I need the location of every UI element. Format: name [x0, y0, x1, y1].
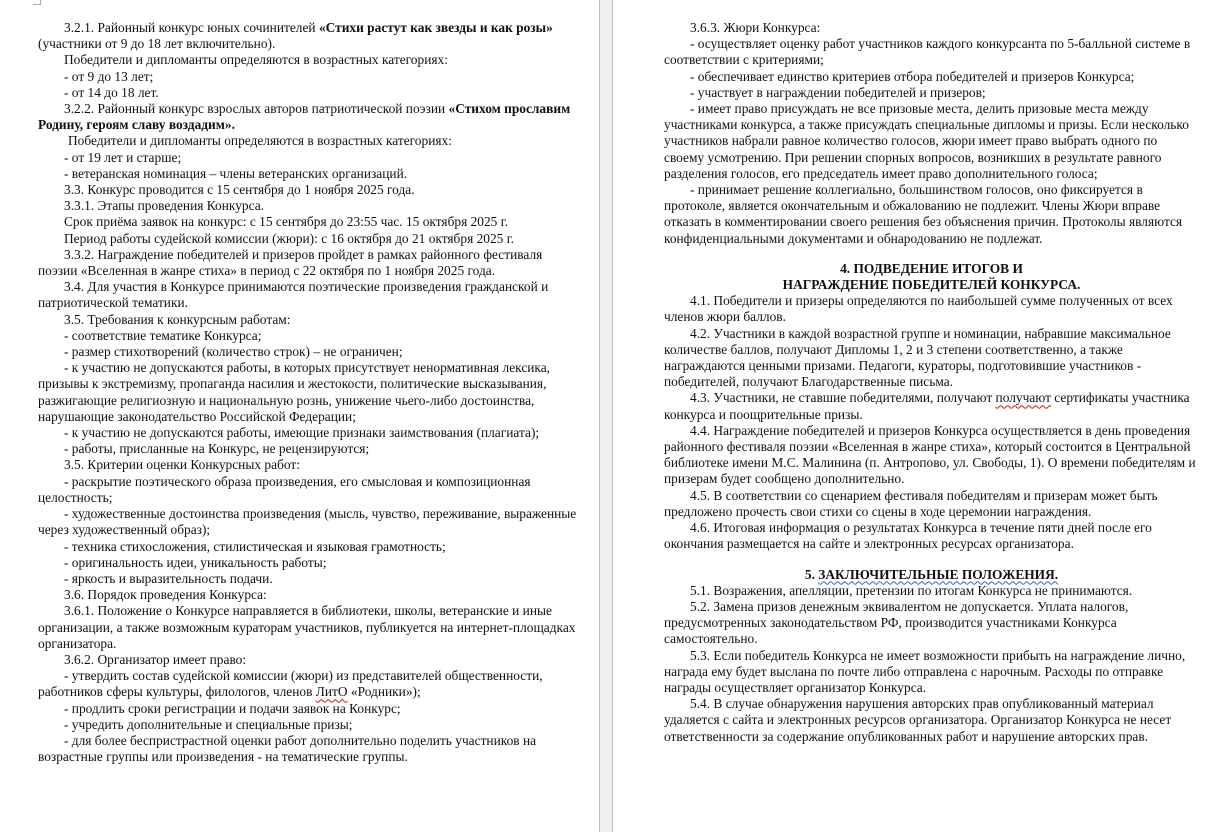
paragraph-3-3-2: 3.3.2. Награждение победителей и призеров пройдет в рамках районного фестиваля поэзии «Вселенная в жанре стиха» в период с 22 октября по 1 ноября 2025 года.: [38, 246, 543, 279]
list-item: - утвердить состав судейской комиссии (жюри) из представителей общественности, работников сферы культуры, филологов, членов ЛитО «Родники»);: [38, 668, 543, 700]
paragraph-3-6: 3.6. Порядок проведения Конкурса:: [64, 587, 267, 603]
paragraph-3-3: 3.3. Конкурс проводится с 15 сентября до 1 ноября 2025 года.: [64, 182, 415, 198]
list-item: - размер стихотворений (количество строк) – не ограничен;: [64, 344, 403, 360]
section-4-heading-line2: НАГРАЖДЕНИЕ ПОБЕДИТЕЛЕЙ КОНКУРСА.: [782, 277, 1081, 293]
spelling-flagged-word[interactable]: получают: [995, 390, 1051, 406]
paragraph-3-5-criteria: 3.5. Критерии оценки Конкурсных работ:: [64, 457, 300, 473]
list-item: - от 14 до 18 лет.: [64, 84, 159, 100]
list-item: - оригинальность идеи, уникальность работы;: [64, 554, 327, 570]
list-item: - учредить дополнительные и специальные призы;: [64, 716, 353, 732]
list-item: - осуществляет оценку работ участников каждого конкурсанта по 5-балльной системе в соответствии с критериями;: [664, 36, 1191, 68]
paragraph-3-6-3: 3.6.3. Жюри Конкурса:: [690, 20, 821, 35]
spelling-flagged-word[interactable]: ЛитО: [315, 684, 348, 700]
paragraph-3-4: 3.4. Для участия в Конкурсе принимаются поэтические произведения гражданской и патриотической тематики.: [38, 279, 549, 311]
list-item: - продлить сроки регистрации и подачи заявок на Конкурс;: [64, 700, 401, 716]
paragraph-3-2-1: 3.2.1. Районный конкурс юных сочинителей «Стихи растут как звезды и как розы» (участники от 9 до 18 лет включительно).: [38, 20, 553, 52]
page-body-left[interactable]: [38, 20, 578, 765]
list-item: - к участию не допускаются работы, в которых присутствует ненормативная лексика, призывы к экстремизму, пропаганда насилия и жестокости, политические высказывания, разжигающие религиозную и национальную рознь, унижение чьего-либо достоинства, нарушающие законодательство Российской Федерации;: [38, 360, 551, 424]
section-4-heading-line1: 4. ПОДВЕДЕНИЕ ИТОГОВ И: [840, 260, 1023, 276]
list-item: - к участию не допускаются работы, имеющие признаки заимствования (плагиата);: [64, 425, 540, 441]
list-item: - художественные достоинства произведения (мысль, чувство, переживание, выраженные через художественный образ);: [38, 506, 577, 538]
paragraph-3-6-1: 3.6.1. Положение о Конкурсе направляется в библиотеки, школы, ветеранские и иные организации, а также возможным кураторам участников, публикуется на интернет-площадках организатора.: [38, 603, 576, 651]
paragraph-3-3-1: 3.3.1. Этапы проведения Конкурса.: [64, 198, 265, 214]
contest-title-bold: «Стихом прославим Родину, героям славу воздадим».: [38, 101, 571, 133]
list-item: - принимает решение коллегиально, большинством голосов, оно фиксируется в протоколе, является окончательным и обжалованию не подлежит. Члены Жюри вправе отказать в комментировании своего решения без объяснения причин. Протоколы являются конфиденциальными документами и обнародованию не подлежат.: [664, 182, 1183, 246]
list-item: - соответствие тематике Конкурса;: [64, 327, 262, 343]
document-page-left[interactable]: [0, 0, 599, 832]
paragraph-3-6-2: 3.6.2. Организатор имеет право:: [64, 651, 247, 667]
paragraph-4-1: 4.1. Победители и призеры определяются по наибольшей сумме полученных от всех членов жюри баллов.: [664, 293, 1173, 325]
list-item: - для более беспристрастной оценки работ дополнительно поделить участников на возрастные группы или произведения - на тематические группы.: [38, 732, 537, 765]
paragraph-4-5: 4.5. В соответствии со сценарием фестиваля победителям и призерам может быть предложено прочесть свои стихи со сцены в ходе церемонии награждения.: [664, 487, 1158, 519]
paragraph-4-2: 4.2. Участники в каждой возрастной группе и номинации, набравшие максимальное количестве баллов, получают Дипломы 1, 2 и 3 степени соответственно, а также награждаются ценными призами. Педагоги, кураторы, подготовившие участников - победителей, получают Благодарственные письма.: [664, 325, 1171, 390]
list-item: - ветеранская номинация – члены ветеранских организаций.: [64, 165, 408, 181]
text-boundary-corner-mark: [33, 0, 41, 5]
list-item: - техника стихосложения, стилистическая и языковая грамотность;: [64, 538, 446, 554]
paragraph: Период работы судейской комиссии (жюри): с 16 октября до 21 октября 2025 г.: [64, 230, 515, 246]
paragraph-5-3: 5.3. Если победитель Конкурса не имеет возможности прибыть на награждение лично, награда ему будет выслана по почте либо отправлена с нарочным. Расходы по отправке награды осуществляет организатор Конкурса.: [664, 647, 1186, 695]
paragraph-5-1: 5.1. Возражения, апелляции, претензии по итогам Конкурса не принимаются.: [690, 582, 1133, 598]
list-item: - от 19 лет и старше;: [64, 149, 182, 165]
paragraph: Победители и дипломанты определяются в возрастных категориях:: [68, 133, 452, 149]
document-page-right[interactable]: [613, 0, 1223, 832]
paragraph-3-5: 3.5. Требования к конкурсным работам:: [64, 311, 291, 327]
list-item: - от 9 до 13 лет;: [64, 68, 154, 84]
section-5-heading: 5. ЗАКЛЮЧИТЕЛЬНЫЕ ПОЛОЖЕНИЯ.: [804, 566, 1059, 582]
paragraph-5-4: 5.4. В случае обнаружения нарушения авторских прав опубликованный материал удаляется с сайта и электронных ресурсов организатора. Организатор Конкурса не несет ответственности за содержание опубликованных работ и нарушение авторских прав.: [664, 696, 1172, 744]
paragraph-4-6: 4.6. Итоговая информация о результатах Конкурса в течение пяти дней после его окончания размещается на сайте и электронных ресурсах организатора.: [664, 520, 1152, 552]
section-4-heading: [664, 261, 1199, 293]
grammar-flagged-heading[interactable]: ЗАКЛЮЧИТЕЛЬНЫЕ ПОЛОЖЕНИЯ.: [818, 566, 1059, 582]
paragraph: Победители и дипломанты определяются в возрастных категориях:: [64, 52, 448, 68]
paragraph-4-3: 4.3. Участники, не ставшие победителями, получают получают сертификаты участника конкурса и поощрительные призы.: [664, 390, 1190, 422]
page-gap-separator: [599, 0, 613, 832]
list-item: - работы, присланные на Конкурс, не рецензируются;: [64, 441, 370, 457]
contest-title-bold: «Стихи растут как звезды и как розы»: [318, 20, 553, 35]
paragraph-5-2: 5.2. Замена призов денежным эквивалентом не допускается. Уплата налогов, предусмотренных законодательством РФ, производится участниками Конкурса самостоятельно.: [664, 598, 1129, 647]
paragraph: Срок приёма заявок на конкурс: с 15 сентября до 23:55 час. 15 октября 2025 г.: [64, 214, 509, 230]
list-item: - имеет право присуждать не все призовые места, делить призовые места между участниками конкурса, а также присуждать специальные дипломы и призы. Если несколько участников набрали равное количество голосов, жюри имеет право выбрать одного по своему усмотрению. При решении спорных вопросов, возникших в результате равного разделения голосов, его председатель имеет право дополнительного голоса;: [664, 101, 1189, 181]
page-body-right[interactable]: [664, 20, 1199, 745]
paragraph-3-2-2: 3.2.2. Районный конкурс взрослых авторов патриотической поэзии «Стихом прославим Родину, героям славу воздадим».: [38, 101, 571, 133]
list-item: - участвует в награждении победителей и призеров;: [690, 84, 986, 100]
list-item: - обеспечивает единство критериев отбора победителей и призеров Конкурса;: [690, 68, 1135, 84]
list-item: - раскрытие поэтического образа произведения, его смысловая и композиционная целостность;: [38, 473, 531, 505]
paragraph-4-4: 4.4. Награждение победителей и призеров Конкурса осуществляется в день проведения районного фестиваля поэзии «Вселенная в жанре стиха», который состоится в Центральной библиотеке имени М.С. Малинина (п. Антропово, ул. Свободы, 1). О времени победителям и призерам будет сообщено дополнительно.: [664, 422, 1196, 487]
list-item: - яркость и выразительность подачи.: [64, 570, 273, 586]
